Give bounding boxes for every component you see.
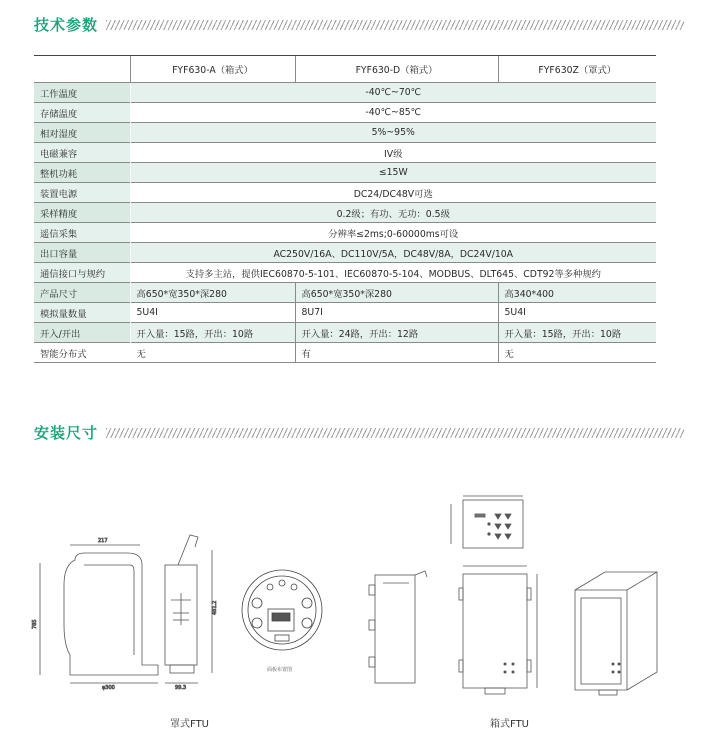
row-value: IV级 — [130, 143, 656, 163]
row-label: 采样精度 — [34, 203, 130, 223]
row-value: 支持多主站，提供IEC60870-5-101、IEC60870-5-104、MODBUS、DLT645、CDT92等多种规约 — [130, 263, 656, 283]
spec-table — [34, 55, 656, 363]
row-label: 整机功耗 — [34, 163, 130, 183]
ftu-box-iso-drawing — [565, 560, 675, 700]
row-label: 遥信采集 — [34, 223, 130, 243]
column-header: FYF630Z（罩式） — [498, 56, 656, 83]
dim-depth-label: 99.3 — [175, 685, 187, 691]
section-header-install — [34, 422, 684, 443]
hatch-divider — [106, 20, 684, 30]
row-label: 出口容量 — [34, 243, 130, 263]
row-cell: 高650*宽350*深280 — [295, 283, 498, 303]
table-row — [34, 203, 656, 223]
row-label: 装置电源 — [34, 183, 130, 203]
row-cell: 无 — [498, 343, 656, 363]
ftu-box-front-drawing — [445, 560, 545, 700]
row-cell: 开入量：15路，开出：10路 — [498, 323, 656, 343]
row-cell: 开入量：15路，开出：10路 — [130, 323, 295, 343]
hatch-divider — [106, 428, 684, 438]
dim-height2-label: 481.2 — [212, 600, 218, 615]
dim-diameter-label: φ300 — [102, 685, 115, 691]
row-label: 通信接口与规约 — [34, 263, 130, 283]
caption-box-ftu: 箱式FTU — [490, 719, 530, 730]
row-cell: 无 — [130, 343, 295, 363]
row-value: AC250V/16A、DC110V/5A，DC48V/8A，DC24V/10A — [130, 243, 656, 263]
table-row — [34, 243, 656, 263]
row-cell: 5U4I — [498, 303, 656, 323]
row-cell: 高650*宽350*深280 — [130, 283, 295, 303]
ftu-box-top-drawing — [445, 492, 530, 552]
table-row — [34, 223, 656, 243]
row-cell: 8U7I — [295, 303, 498, 323]
row-label: 相对湿度 — [34, 123, 130, 143]
panel-layout-label: 面板布置图 — [267, 667, 293, 673]
ftu-box-side-drawing — [365, 565, 435, 690]
table-corner-cell — [34, 56, 130, 83]
row-label: 电磁兼容 — [34, 143, 130, 163]
table-row — [34, 263, 656, 283]
ftu-cover-drawing — [30, 525, 230, 695]
caption-cover-ftu: 罩式FTU — [170, 719, 210, 730]
row-cell: 开入量：24路，开出：12路 — [295, 323, 498, 343]
row-cell: 高340*400 — [498, 283, 656, 303]
table-row — [34, 343, 656, 363]
row-cell: 有 — [295, 343, 498, 363]
row-value: -40℃~70℃ — [130, 83, 656, 103]
row-cell: 5U4I — [130, 303, 295, 323]
table-row — [34, 123, 656, 143]
table-row — [34, 323, 656, 343]
table-row — [34, 303, 656, 323]
column-header: FYF630-A（箱式） — [130, 56, 295, 83]
column-header: FYF630-D（箱式） — [295, 56, 498, 83]
row-label: 产品尺寸 — [34, 283, 130, 303]
section-title-install: 安装尺寸 — [34, 424, 99, 442]
dim-width-label: 217 — [98, 538, 108, 544]
table-row — [34, 83, 656, 103]
section-header-spec — [34, 14, 684, 35]
row-value: ≤15W — [130, 163, 656, 183]
section-title-spec: 技术参数 — [34, 16, 99, 34]
row-value: 分辨率≤2ms;0-60000ms可设 — [130, 223, 656, 243]
row-value: -40℃~85℃ — [130, 103, 656, 123]
row-label: 模拟量数量 — [34, 303, 130, 323]
table-row — [34, 143, 656, 163]
table-row — [34, 163, 656, 183]
table-row — [34, 183, 656, 203]
table-header-row — [34, 56, 656, 83]
panel-layout-drawing — [235, 565, 330, 675]
row-label: 工作温度 — [34, 83, 130, 103]
table-row — [34, 283, 656, 303]
row-label: 智能分布式 — [34, 343, 130, 363]
row-value: 0.2级；有功、无功：0.5级 — [130, 203, 656, 223]
table-row — [34, 103, 656, 123]
row-label: 开入/开出 — [34, 323, 130, 343]
row-value: DC24/DC48V可选 — [130, 183, 656, 203]
row-value: 5%~95% — [130, 123, 656, 143]
dim-height-label: 785 — [32, 619, 38, 629]
row-label: 存储温度 — [34, 103, 130, 123]
